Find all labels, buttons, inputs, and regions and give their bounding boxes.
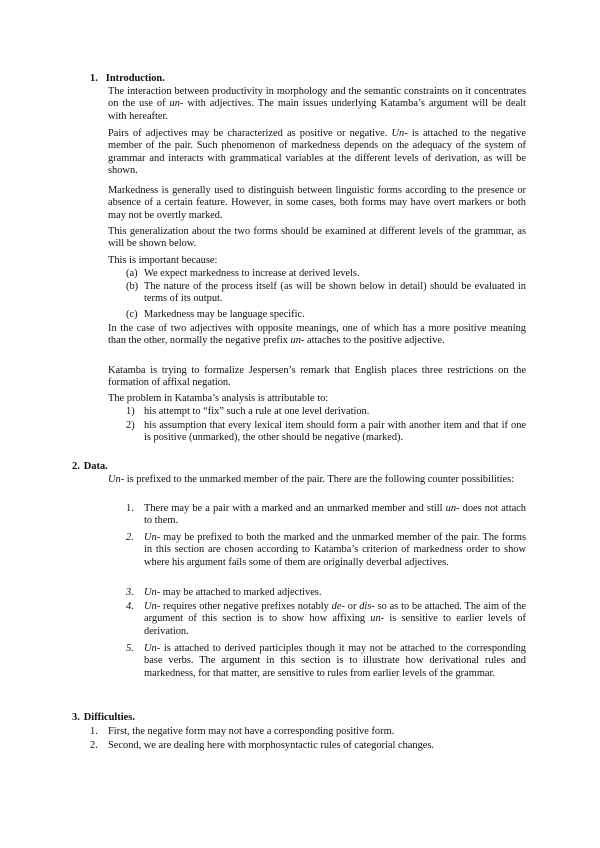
list-item-data: 5. Un- is attached to derived participles though it may not be attached to the corresponding base verbs. The argument in this section is to illustrate how derivational rules and markedness, for that matter, are sensitive to rules from earlier levels of the grammar. xyxy=(126,643,526,679)
list-item-reason: (b) The nature of the process itself (as will be shown below in detail) should be evaluated in terms of its output. xyxy=(126,281,526,305)
paragraph-intro: The interaction between productivity in morphology and the semantic constraints on it concentrates on the use of un- with adjectives. The main issues underlying Katamba’s argument will be dealt with hereafter. xyxy=(108,86,527,122)
paragraph-markedness: Markedness is generally used to distinguish between linguistic forms according to the presence or absence of a certain feature. However, in some cases, both forms may have overt markers or both may not be overtly marked. xyxy=(108,185,526,221)
paragraph-pairs: Pairs of adjectives may be characterized as positive or negative. Un- is attached to the negative member of the pair. Such phenomenon of markedness depends on the adequacy of the system of grammar and interacts with grammatical variables at the different levels of derivation, as will be shown. xyxy=(108,128,526,176)
list-item-difficulty: 2. Second, we are dealing here with morphosyntactic rules of categorial changes. xyxy=(90,740,435,751)
section-heading-introduction xyxy=(90,73,165,85)
paragraph-important: This is important because: xyxy=(108,255,218,266)
section-heading-difficulties xyxy=(72,712,135,724)
section-number: 2. xyxy=(72,461,80,472)
list-item-problem: 2) his assumption that every lexical item should form a pair with another item and that if one is positive (unmarked), the other should be negative (marked). xyxy=(126,420,526,444)
list-item-problem: 1) his attempt to “fix” such a rule at one level derivation. xyxy=(126,406,370,417)
section-number: 1. xyxy=(90,73,98,84)
paragraph-generalization: This generalization about the two forms should be examined at different levels of the grammar, as will be shown below. xyxy=(108,226,526,250)
paragraph-data-intro: Un- is prefixed to the unmarked member of the pair. There are the following counter possibilities: xyxy=(108,474,515,485)
list-item-data: 4. Un- requires other negative prefixes notably de- or dis- so as to be attached. The aim of the argument of this section is to show how affixing un- is sensitive to earlier levels of derivation. xyxy=(126,601,526,637)
section-heading-data xyxy=(72,461,108,473)
list-item-reason: (a) We expect markedness to increase at derived levels. xyxy=(126,268,360,279)
list-item-data: 2. Un- may be prefixed to both the marked and the unmarked member of the pair. The forms in this section are chosen according to Katamba’s criterion of markedness order to show where his argument fails some of them are originally deverbal adjectives. xyxy=(126,532,526,568)
list-item-reason: (c) Markedness may be language specific. xyxy=(126,309,305,320)
list-item-difficulty: 1. First, the negative form may not have a corresponding positive form. xyxy=(90,726,395,737)
list-item-data: 3. Un- may be attached to marked adjectives. xyxy=(126,587,322,598)
paragraph-opposite-meanings: In the case of two adjectives with opposite meanings, one of which has a more positive meaning than the other, normally the negative prefix un- attaches to the positive adjective. xyxy=(108,323,526,347)
section-title: Introduction. xyxy=(105,73,165,84)
paragraph-jespersen: Katamba is trying to formalize Jespersen’s remark that English places three restrictions on the formation of affixal negation. xyxy=(108,365,526,389)
paragraph-problem: The problem in Katamba’s analysis is attributable to: xyxy=(108,393,329,404)
section-title: Difficulties. xyxy=(83,712,135,723)
list-item-data: 1. There may be a pair with a marked and an unmarked member and still un- does not attach to them. xyxy=(126,503,526,527)
section-title: Data. xyxy=(83,461,108,472)
section-number: 3. xyxy=(72,712,80,723)
